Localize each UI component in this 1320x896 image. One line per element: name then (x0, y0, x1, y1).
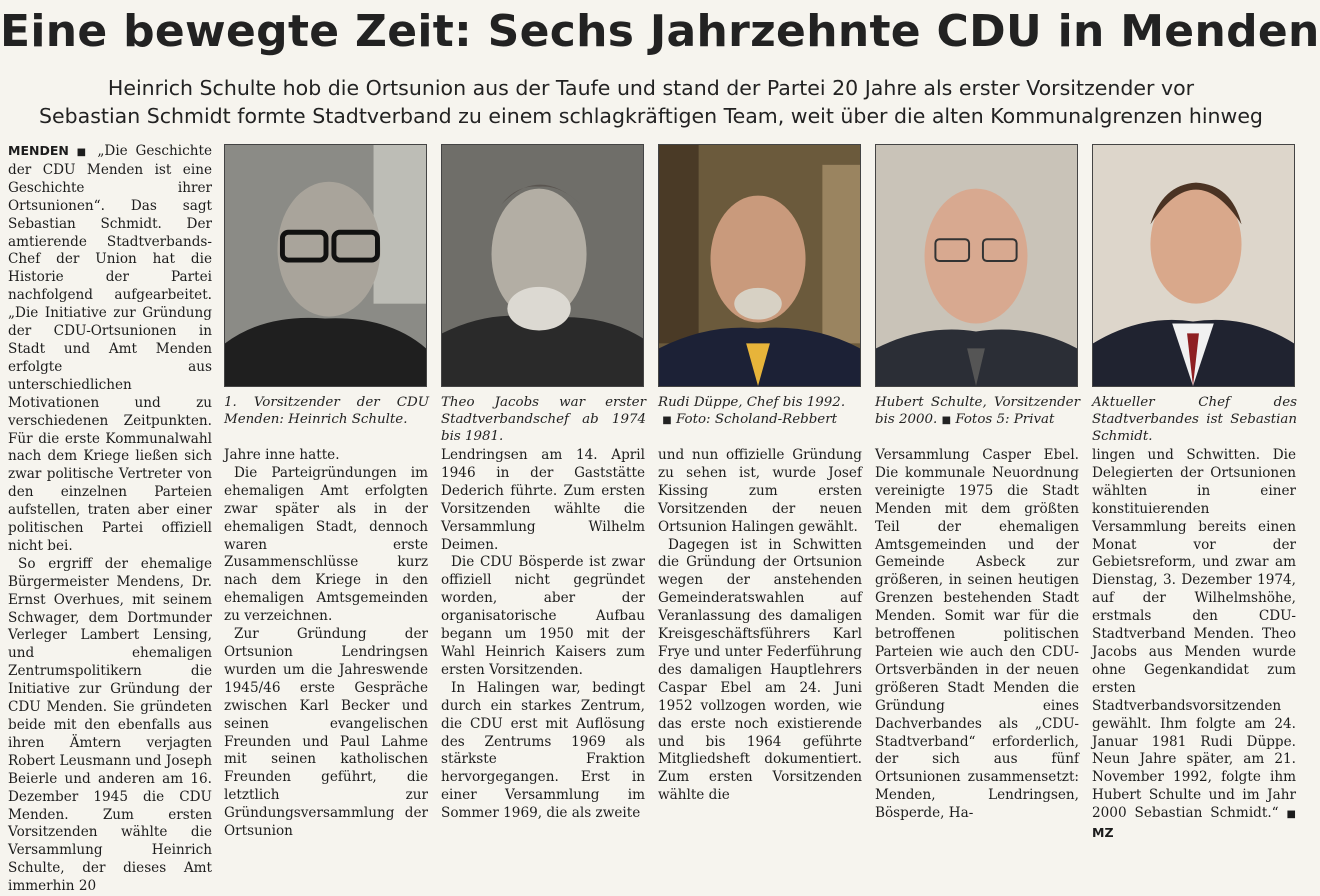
photo-caption: 1. Vorsitzender der CDU Menden: Heinrich Schulte. (224, 395, 429, 427)
photo-caption: Rudi Düppe, Chef bis 1992. ■ Foto: Scholand-Rebbert (658, 395, 846, 427)
article-column-3 (441, 447, 645, 822)
photo-caption: Theo Jacobs war erster Stadtverbandschef ab 1974 bis 1981. (441, 395, 646, 444)
portrait-photo-heinrich-schulte (224, 144, 427, 387)
author-initials: MZ (1092, 825, 1114, 841)
article-column-5 (875, 447, 1079, 822)
paragraph: Zur Gründung der Ortsunion Lendringsen wurden um die Jahreswende 1945/46 erste Gespräche zwischen Karl Becker und seinen evangelischen Freunden und Paul Lahme mit seinen katholischen Freunden geführt, die letztlich zur Gründungsversammlung der Ortsunion (224, 626, 428, 840)
paragraph: Dagegen ist in Schwitten die Gründung der Ortsunion wegen der anstehenden Gemeinderatswahlen auf Veranlassung des damaligen Kreisgeschäftsführers Karl Frye und unter Federführung des damaligen Hauptlehrers Caspar Ebel am 24. Juni 1952 vollzogen worden, wie das erste noch existierende und bis 1964 geführte Mitgliedsheft dokumentiert. Zum ersten Vorsitzenden wählte die (658, 536, 862, 804)
portrait-photo-rudi-duppe (658, 144, 861, 387)
portrait-photo-hubert-schulte (875, 144, 1078, 387)
paragraph: „Die Geschichte der CDU Menden ist eine Geschichte ihrer Ortsunionen“. Das sagt Sebastian Schmidt. Der amtierende Stadtverbands-Chef der Union hat die Historie der Partei nachfolgend aufgearbeitet. „Die Initiative zur Gründung der CDU-Ortsunionen in Stadt und Amt Menden erfolgte aus unterschiedlichen Motivationen und zu verschiedenen Zeitpunkten. Für die erste Kommunalwahl nach dem Kriege ließen sich zwar politische Vertreter von den einzelnen Parteien aufstellen, traten aber einer politischen Partei offiziell nicht bei. (8, 143, 212, 554)
paragraph: Lendringsen am 14. April 1946 in der Gaststätte Dederich führte. Zum ersten Vorsitzenden wählte die Versammlung Wilhelm Deimen. (441, 447, 645, 553)
paragraph: lingen und Schwitten. Die Delegierten der Ortsunionen wählten in einer konstituierenden Versammlung bereits einen Monat vor der Gebietsreform, und zwar am Dienstag, 3. Dezember 1974, auf der Wilhelmshöhe, erstmals den CDU-Stadtverband Menden. Theo Jacobs aus Menden wurde ohne Gegenkandidat zum ersten Stadtverbandsvorsitzenden gewählt. Ihm folgte am 24. Januar 1981 Rudi Düppe. Neun Jahre später, am 21. November 1992, folgte ihm Hubert Schulte und im Jahr 2000 Sebastian Schmidt.“ (1092, 447, 1296, 822)
portrait-photo-theo-jacobs (441, 144, 644, 387)
paragraph: In Halingen war, bedingt durch ein starkes Zentrum, die CDU erst mit Auflösung des Zentrums 1969 als stärkste Fraktion hervorgegangen. Erst in einer Versammlung im Sommer 1969, die als zweite (441, 679, 645, 822)
headline: Eine bewegte Zeit: Sechs Jahrzehnte CDU in Menden (0, 6, 1320, 57)
paragraph: Die Parteigründungen im ehemaligen Amt erfolgten zwar später als in der ehemaligen Stadt, dennoch waren erste Zusammenschlüsse kurz nach dem Kriege in den ehemaligen Amtsgemeinden zu verzeichnen. (224, 464, 428, 625)
subheadline-line-2: Sebastian Schmidt formte Stadtverband zu einem schlagkräftigen Team, weit über die alten Kommunalgrenzen hinweg (39, 104, 1263, 128)
article-column-1: MENDEN ■ „Die Geschichte der CDU Menden ist eine Geschichte ihrer Ortsunionen“. Das sagt Sebastian Schmidt. Der amtierende Stadtverbands-Chef der Union hat die Historie der Partei nachfolgend aufgearbeitet. „Die Initiative zur Gründung der CDU-Ortsunionen in Stadt und Amt Menden erfolgte aus unterschiedlichen Motivationen und zu verschiedenen Zeitpunkten. Für die erste Kommunalwahl nach dem Kriege ließen sich zwar politische Vertreter von den einzelnen Parteien aufstellen, traten aber einer politischen Partei offiziell nicht bei. So ergriff der ehemalige Bürgermeister Mendens, Dr. Ernst Overhues, mit seinem Schwager, dem Dortmunder Verleger Lambert Lensing, und ehemaligen Zentrumspolitikern die Initiative zur Gründung der CDU Menden. Sie gründeten beide mit den ebenfalls aus ihren Ämtern verjagten Robert Leusmann und Joseph Beierle und anderen am 16. Dezember 1945 die CDU Menden. Zum ersten Vorsitzenden wählte die Versammlung Heinrich Schulte, der dieses Amt immerhin 20 (8, 143, 212, 895)
paragraph: Die CDU Bösperde ist zwar offiziell nicht gegründet worden, aber der organisatorische Aufbau begann um 1950 mit der Wahl Heinrich Kaisers zum ersten Vorsitzenden. (441, 554, 645, 678)
paragraph: So ergriff der ehemalige Bürgermeister Mendens, Dr. Ernst Overhues, mit seinem Schwager, dem Dortmunder Verleger Lambert Lensing, und ehemaligen Zentrumspolitikern die Initiative zur Gründung der CDU Menden. Sie gründeten beide mit den ebenfalls aus ihren Ämtern verjagten Robert Leusmann und Joseph Beierle und anderen am 16. Dezember 1945 die CDU Menden. Zum ersten Vorsitzenden wählte die Versammlung Heinrich Schulte, der dieses Amt immerhin 20 (8, 555, 212, 895)
subheadline-line-1: Heinrich Schulte hob die Ortsunion aus der Taufe und stand der Partei 20 Jahre als erster Vorsitzender vor (107, 76, 1195, 100)
paragraph: Versammlung Casper Ebel. Die kommunale Neuordnung vereinigte 1975 die Stadt Menden mit dem größten Teil der ehemaligen Amtsgemeinden und der Gemeinde Asbeck zur größeren, in seinen heutigen Grenzen bestehenden Stadt Menden. Somit war für die betroffenen politischen Parteien wie auch den CDU-Ortsverbänden in der neuen größeren Stadt Menden die Gründung eines Dachverbandes als „CDU-Stadtverband“ erforderlich, der sich aus fünf Ortsunionen zusammensetzt: Menden, Lendringsen, Bösperde, Ha- (875, 447, 1079, 822)
portrait-photo-sebastian-schmidt (1092, 144, 1295, 387)
paragraph: und nun offizielle Gründung zu sehen ist, wurde Josef Kissing zum ersten Vorsitzenden der neuen Ortsunion Halingen gewählt. (658, 447, 862, 535)
article-column-2 (224, 447, 428, 840)
article-column-4 (658, 447, 862, 804)
dateline: MENDEN (8, 143, 69, 158)
photo-caption: Aktueller Chef des Stadtverbandes ist Sebastian Schmidt. (1092, 395, 1297, 444)
paragraph: Jahre inne hatte. (224, 447, 340, 463)
photo-caption: Hubert Schulte, Vorsitzender bis 2000. ■ Fotos 5: Privat (875, 395, 1080, 427)
article-column-6: lingen und Schwitten. Die Delegierten der Ortsunionen wählten in einer konstituierenden Versammlung bereits einen Monat vor der Gebietsreform, und zwar am Dienstag, 3. Dezember 1974, auf der Wilhelmshöhe, erstmals den CDU-Stadtverband Menden. Theo Jacobs aus Menden wurde ohne Gegenkandidat zum ersten Stadtverbandsvorsitzenden gewählt. Ihm folgte am 24. Januar 1981 Rudi Düppe. Neun Jahre später, am 21. November 1992, folgte ihm Hubert Schulte und im Jahr 2000 Sebastian Schmidt.“ ■ MZ (1092, 447, 1296, 841)
